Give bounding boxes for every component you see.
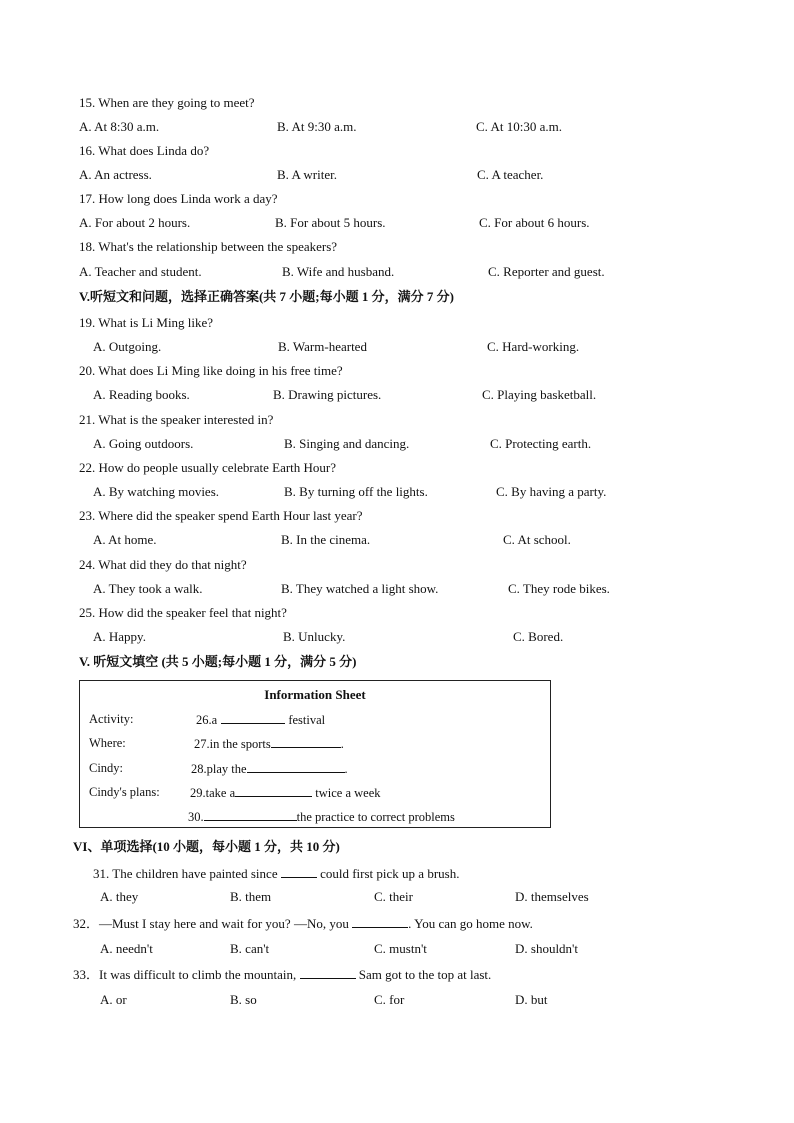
question-text: 23. Where did the speaker spend Earth Hour last year? <box>79 508 363 523</box>
option-a: A. For about 2 hours. <box>79 215 191 230</box>
option-b: B. Singing and dancing. <box>284 436 410 451</box>
question-text: 31. The children have painted since could first pick up a brush. <box>93 866 460 881</box>
option-b: B. They watched a light show. <box>281 581 439 596</box>
option-c: C. They rode bikes. <box>508 581 610 596</box>
question-text: 16. What does Linda do? <box>79 143 210 158</box>
option-c: C. Hard-working. <box>487 339 580 354</box>
row-answer: 27.in the sports . <box>194 737 344 751</box>
option-b: B. can't <box>230 941 270 956</box>
section-heading-v-fill: V. 听短文填空 (共 5 小题;每小题 1 分，满分 5 分) <box>79 654 357 669</box>
section-heading-vi: VI、单项选择(10 小题，每小题 1 分，共 10 分) <box>73 839 340 854</box>
option-c: C. Protecting earth. <box>490 436 592 451</box>
row-answer: 26.a festival <box>196 713 326 727</box>
option-b: B. Warm-hearted <box>278 339 367 354</box>
blank-26[interactable] <box>221 711 285 724</box>
question-text: 17. How long does Linda work a day? <box>79 191 278 206</box>
option-b: B. A writer. <box>277 167 337 182</box>
question-text: 32．—Must I stay here and wait for you? —No, you . You can go home now. <box>73 916 533 931</box>
blank-33[interactable] <box>300 966 356 979</box>
option-c: C. A teacher. <box>477 167 544 182</box>
option-a: A. Happy. <box>93 629 146 644</box>
question-text: 20. What does Li Ming like doing in his free time? <box>79 363 343 378</box>
option-a: A. At 8:30 a.m. <box>79 119 160 134</box>
option-c: C. their <box>374 889 413 904</box>
option-a: A. At home. <box>93 532 157 547</box>
option-c: C. for <box>374 992 405 1007</box>
option-c: C. At 10:30 a.m. <box>476 119 562 134</box>
blank-27[interactable] <box>271 735 341 748</box>
blank-31[interactable] <box>281 865 317 878</box>
option-a: A. An actress. <box>79 167 152 182</box>
blank-32[interactable] <box>352 915 408 928</box>
option-b: B. so <box>230 992 257 1007</box>
option-a: A. they <box>100 889 139 904</box>
option-a: A. or <box>100 992 127 1007</box>
row-label: Cindy's plans: <box>89 785 160 799</box>
question-text: 19. What is Li Ming like? <box>79 315 214 330</box>
question-text: 24. What did they do that night? <box>79 557 247 572</box>
option-b: B. In the cinema. <box>281 532 371 547</box>
row-label: Cindy: <box>89 761 124 775</box>
option-b: B. Unlucky. <box>283 629 346 644</box>
option-c: C. For about 6 hours. <box>479 215 590 230</box>
information-sheet <box>79 680 551 828</box>
blank-29[interactable] <box>235 784 312 797</box>
option-a: A. Teacher and student. <box>79 264 202 279</box>
question-text: 18. What's the relationship between the speakers? <box>79 239 338 254</box>
option-a: A. By watching movies. <box>93 484 220 499</box>
row-label: Activity: <box>89 712 134 726</box>
option-c: C. By having a party. <box>496 484 607 499</box>
option-b: B. By turning off the lights. <box>284 484 428 499</box>
option-c: C. Bored. <box>513 629 564 644</box>
option-c: C. mustn't <box>374 941 427 956</box>
option-c: C. Reporter and guest. <box>488 264 605 279</box>
question-text: 22. How do people usually celebrate Earth Hour? <box>79 460 337 475</box>
blank-30[interactable] <box>204 808 297 821</box>
option-a: A. needn't <box>100 941 153 956</box>
option-a: A. Reading books. <box>93 387 190 402</box>
option-d: D. shouldn't <box>515 941 579 956</box>
question-text: 21. What is the speaker interested in? <box>79 412 274 427</box>
option-d: D. but <box>515 992 548 1007</box>
question-text: 15. When are they going to meet? <box>79 95 255 110</box>
section-heading-v: V.听短文和问题，选择正确答案(共 7 小题;每小题 1 分，满分 7 分) <box>79 289 454 304</box>
option-a: A. Outgoing. <box>93 339 162 354</box>
question-text: 25. How did the speaker feel that night? <box>79 605 287 620</box>
row-answer: 28.play the . <box>191 762 348 776</box>
option-a: A. Going outdoors. <box>93 436 194 451</box>
option-b: B. At 9:30 a.m. <box>277 119 357 134</box>
option-b: B. Wife and husband. <box>282 264 395 279</box>
question-text: 33．It was difficult to climb the mountain, Sam got to the top at last. <box>73 967 492 982</box>
option-d: D. themselves <box>515 889 589 904</box>
option-c: C. Playing basketball. <box>482 387 597 402</box>
option-b: B. Drawing pictures. <box>273 387 382 402</box>
row-answer: 30. the practice to correct problems <box>188 810 455 824</box>
option-c: C. At school. <box>503 532 571 547</box>
option-b: B. For about 5 hours. <box>275 215 386 230</box>
row-answer: 29.take a twice a week <box>190 786 381 800</box>
option-a: A. They took a walk. <box>93 581 203 596</box>
row-label: Where: <box>89 736 126 750</box>
sheet-title: Information Sheet <box>264 687 366 702</box>
blank-28[interactable] <box>247 760 345 773</box>
option-b: B. them <box>230 889 272 904</box>
